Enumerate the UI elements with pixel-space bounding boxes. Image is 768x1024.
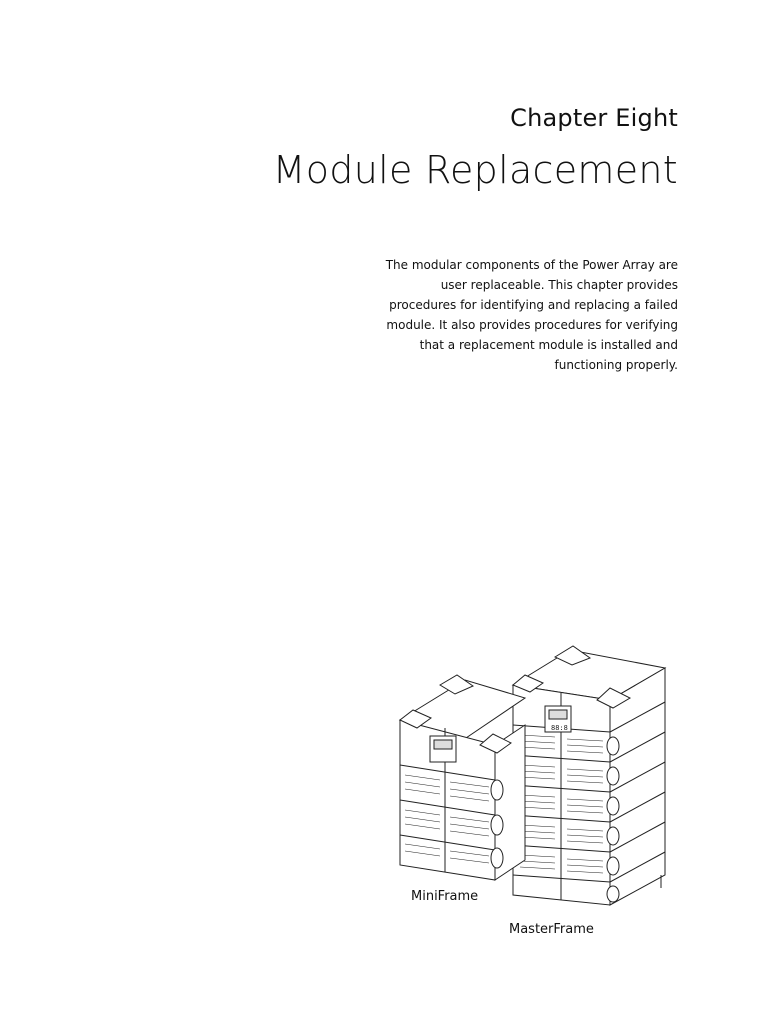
chapter-title: Module Replacement (272, 148, 678, 192)
miniframe-display-panel (430, 736, 456, 762)
masterframe-display-panel (545, 706, 571, 732)
intro-paragraph: The modular components of the Power Array are user replaceable. This chapter provides procedures for identifying and replacing a failed module. It also provides procedures for verifying that a replacement module is installed and functioning properly. (385, 258, 678, 372)
masterframe-unit (513, 646, 665, 905)
miniframe-caption: MiniFrame (411, 889, 479, 904)
miniframe-unit (400, 675, 525, 880)
masterframe-caption: MasterFrame (509, 922, 594, 937)
masterframe-display-readout: 88:8 (551, 724, 568, 732)
chapter-label: Chapter Eight (510, 104, 678, 132)
